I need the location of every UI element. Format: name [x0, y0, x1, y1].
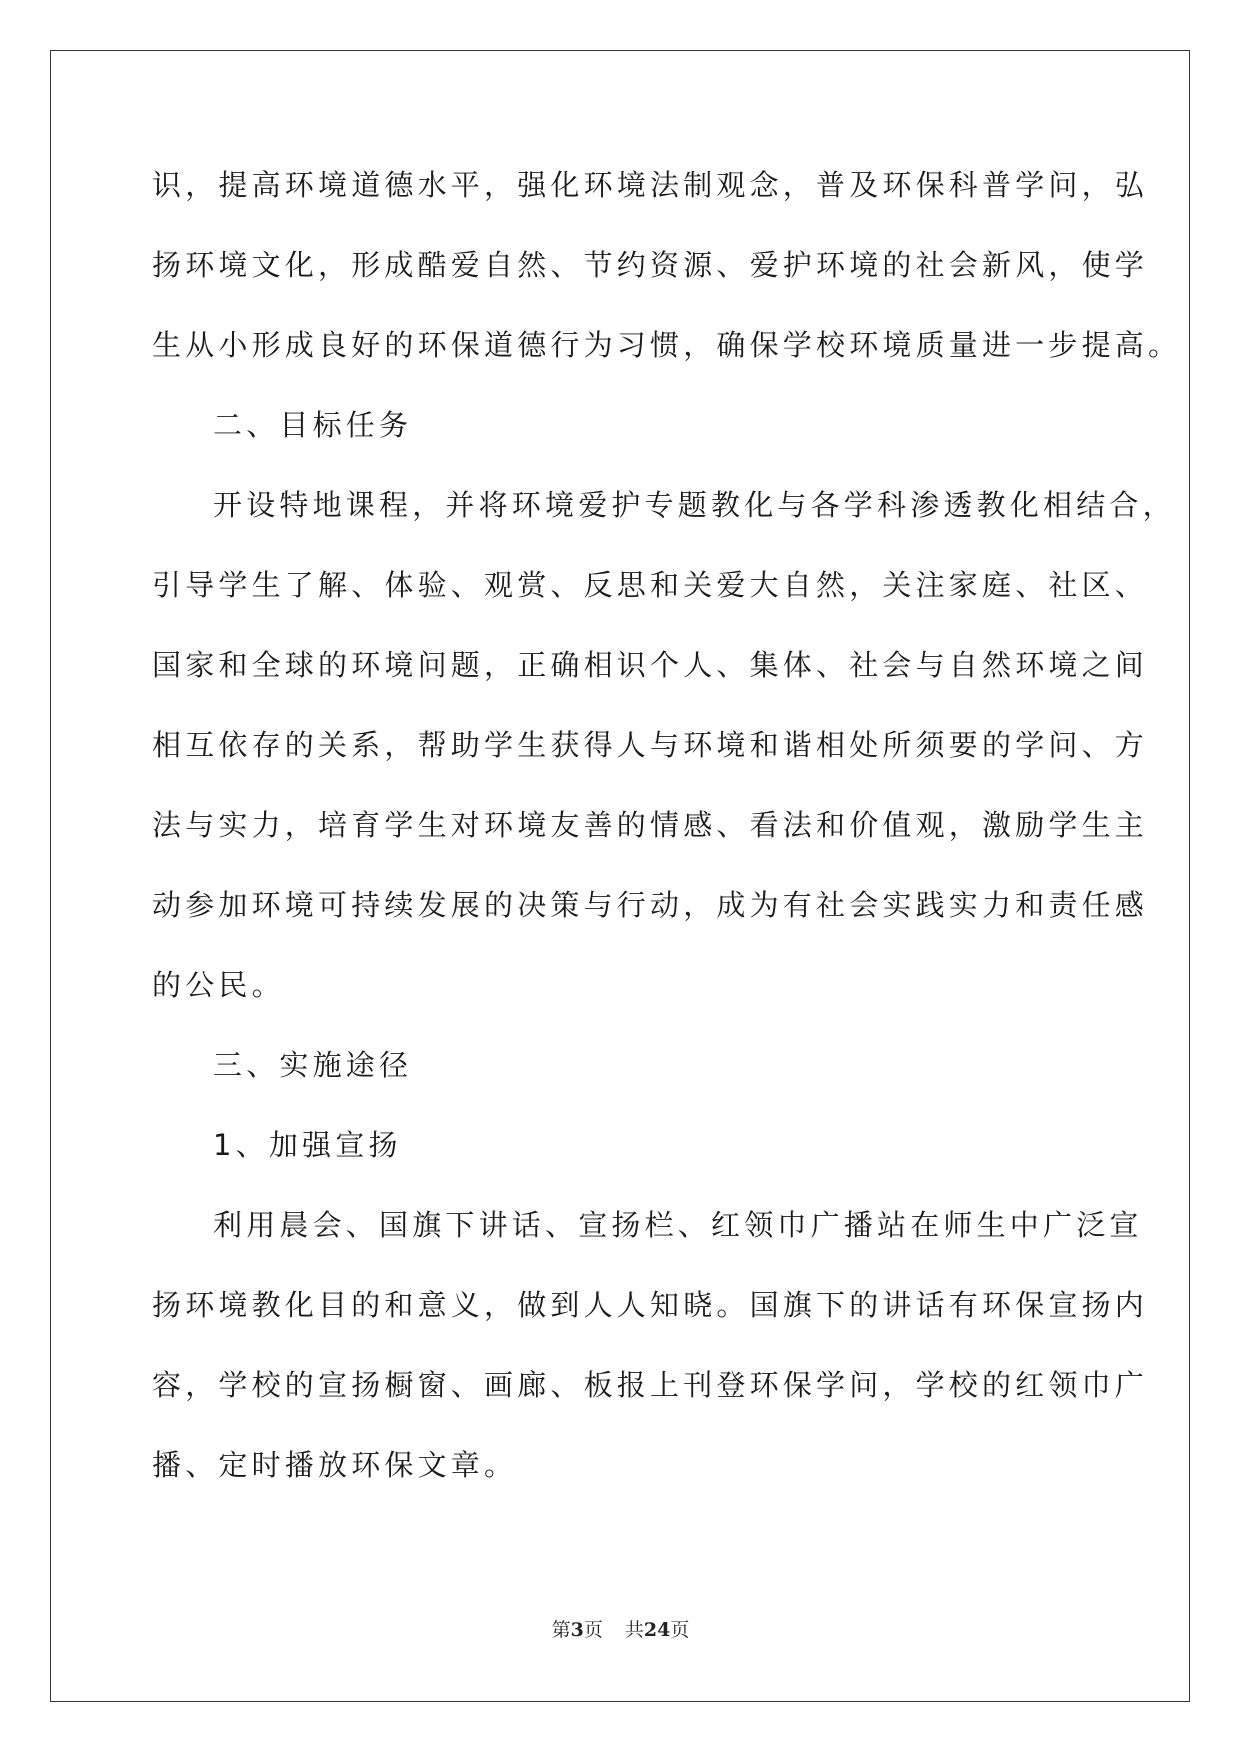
body-line: 相互依存的关系，帮助学生获得人与环境和谐相处所须要的学问、方: [152, 728, 1149, 762]
body-line: 引导学生了解、体验、观赏、反思和关爱大自然，关注家庭、社区、: [152, 568, 1149, 602]
body-line: 识，提高环境道德水平，强化环境法制观念，普及环保科普学问，弘: [152, 168, 1149, 202]
body-line: 利用晨会、国旗下讲话、宣扬栏、红领巾广播站在师生中广泛宣: [213, 1208, 1143, 1242]
footer-total-prefix: 共: [624, 1619, 644, 1641]
section-heading: 三、实施途径: [213, 1048, 413, 1082]
body-line: 动参加环境可持续发展的决策与行动，成为有社会实践实力和责任感: [152, 888, 1149, 922]
total-page-count: 24: [643, 1619, 671, 1641]
body-line: 扬环境教化目的和意义，做到人人知晓。国旗下的讲话有环保宣扬内: [152, 1288, 1149, 1322]
footer-prefix: 第: [551, 1619, 571, 1641]
body-line: 播、定时播放环保文章。: [152, 1448, 518, 1482]
subsection-heading: 1、加强宣扬: [213, 1128, 402, 1162]
body-line: 开设特地课程，并将环境爱护专题教化与各学科渗透教化相结合，: [213, 488, 1176, 522]
page-footer: [0, 1615, 1241, 1642]
body-line: 国家和全球的环境问题，正确相识个人、集体、社会与自然环境之间: [152, 648, 1149, 682]
body-line: 的公民。: [152, 968, 285, 1002]
body-line: 生从小形成良好的环保道德行为习惯，确保学校环境质量进一步提高。: [152, 328, 1182, 362]
current-page-number: 3: [570, 1619, 584, 1641]
body-line: 扬环境文化，形成酷爱自然、节约资源、爱护环境的社会新风，使学: [152, 248, 1149, 282]
footer-page-suffix: 页: [583, 1619, 603, 1641]
footer-total-suffix: 页: [670, 1619, 690, 1641]
section-heading: 二、目标任务: [213, 408, 413, 442]
body-line: 法与实力，培育学生对环境友善的情感、看法和价值观，激励学生主: [152, 808, 1149, 842]
body-line: 容，学校的宣扬橱窗、画廊、板报上刊登环保学问，学校的红领巾广: [152, 1368, 1149, 1402]
